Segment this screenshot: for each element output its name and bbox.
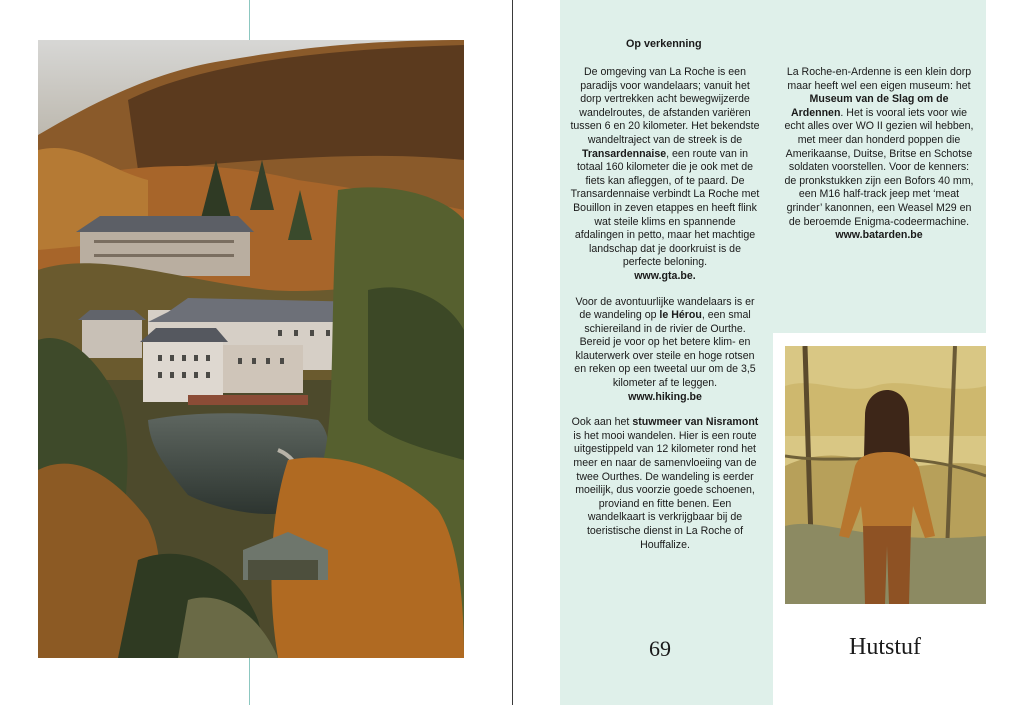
text-span: , een route van in totaal 160 kilometer die je ook met de fiets kan afleggen, of te paard. De Transardennaise verbindt La Roche met Bouillon in zeven etappes en heeft flink wat steile klims en spannende afdalingen in petto, maar het machtige landschap dat je doorkruist is de perfecte beloning. [570, 147, 760, 269]
article-heading: Op verkenning [626, 38, 702, 50]
page-number: 69 [649, 636, 671, 661]
text-span: Voor de avontuurlijke wandelaars is er de wandeling op [575, 295, 755, 322]
inset-photo-woman [785, 346, 986, 604]
woman-in-forest-illustration [785, 346, 986, 604]
text-span: Ook aan het [571, 416, 633, 429]
text-span: . Het is vooral iets voor wie echt alles over WO II gezien wil hebben, met meer dan honderd poppen die Amerikaanse, Duitse, Britse en Schotse soldaten voorstellen. Voor de kenners: de pronkstukken zijn een Bofors 40 mm, een M16 half-track jeep met ‘meat grinder’ kanonnen, een Weasel M29 en de beroemde Enigma-codeermachine. [784, 106, 974, 228]
link-gta[interactable]: www.gta.be. [634, 269, 696, 282]
page-spine [512, 0, 513, 705]
paragraph-transardennaise [570, 66, 760, 284]
top-accent-line [249, 0, 250, 40]
bold-term: stuwmeer van Nisramont [632, 416, 759, 429]
text-column-left [570, 66, 760, 564]
magazine-brand: Hutstuf [849, 634, 921, 660]
village-landscape-illustration [38, 40, 464, 658]
link-batarden[interactable]: www.batarden.be [835, 229, 923, 242]
text-span: is het mooi wandelen. Hier is een route uitgestippeld van 12 kilometer rond het meer en naar de samenvloeiing van de twee Ourthes. De wandeling is eerder moeilijk, dus voorzie goede schoenen, proviand en fitte benen. Een wandelkaart is verkrijgbaar bij de toeristische dienst in La Roche of Houffalize. [573, 429, 757, 551]
paragraph-le-herou [570, 296, 760, 405]
bold-term: le Hérou [659, 309, 702, 322]
bold-term: Museum van de Slag om de Ardennen [790, 93, 949, 119]
bottom-accent-line [249, 658, 250, 705]
link-hiking[interactable]: www.hiking.be [628, 390, 702, 403]
paragraph-nisramont [570, 416, 760, 552]
main-photo-la-roche [38, 40, 464, 658]
paragraph-museum [783, 66, 975, 243]
bold-term: Transardennaise [581, 147, 667, 160]
text-column-right [783, 66, 975, 255]
text-span: De omgeving van La Roche is een paradijs voor wandelaars; vanuit het dorp vertrekken acht bewegwijzerde wandelroutes, de afstanden variëren tussen 6 en 20 kilometer. Het bekendste wandeltraject van de streek is de [570, 66, 760, 146]
text-span: La Roche-en-Ardenne is een klein dorp maar heeft wel een eigen museum: het [786, 66, 972, 92]
text-span: , een smal schiereiland in de rivier de Ourthe. Bereid je voor op het betere klim- en klauterwerk over steile en hoge rotsen en reken op een tweetal uur om de 3,5 kilometer af te leggen. [574, 309, 756, 390]
